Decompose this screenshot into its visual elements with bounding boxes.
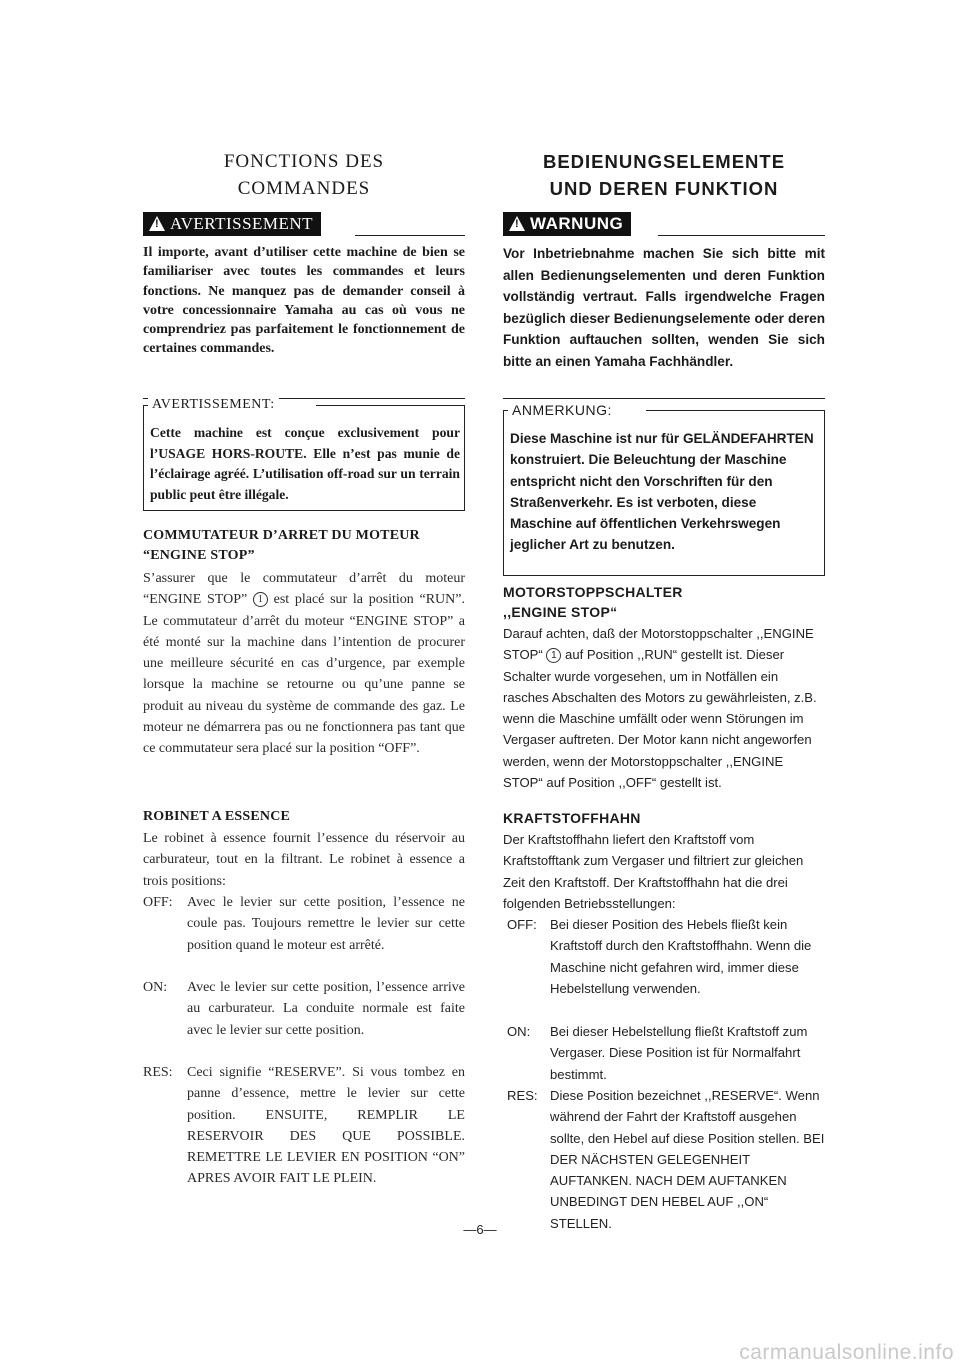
note-label-fr: AVERTISSEMENT: — [148, 396, 279, 414]
engine-stop-heading-fr: COMMUTATEUR D’ARRET DU MOTEUR “ENGINE STOP” — [143, 528, 420, 563]
note-box-de — [503, 402, 825, 576]
page-number: —6— — [463, 1222, 497, 1237]
note-text-de: Diese Maschine ist nur für GELÄNDEFAHRTEN konstruiert. Die Beleuchtung der Maschine entspricht nicht den Vorschriften für den Straßenverkehr. Es ist verboten, diese Maschine auf öffentlichen Verkehrswegen jeglicher Art zu benutzen. — [510, 431, 814, 553]
warning-header-fr — [143, 212, 465, 238]
engine-stop-text-de: Darauf achten, daß der Motorstoppschalter ,,ENGINE STOP“ 1 auf Position ,,RUN“ gestellt ist. Dieser Schalter wurde vorgesehen, um in Notfällen ein rasches Abschalten des Motors zu gewährleisten, z.B. wenn die Maschine umfällt oder wenn Störungen im Vergaser auftreten. Der Motor kann nicht angeworfen werden, wenn der Motorstoppschalter ,,ENGINE STOP“ auf Position ,,OFF“ gestellt ist. — [503, 626, 817, 791]
warning-badge-fr: !AVERTISSEMENT — [143, 212, 321, 236]
fuel-heading-fr: ROBINET A ESSENCE — [143, 809, 291, 824]
warning-triangle-icon — [509, 216, 525, 231]
note-box-fr — [143, 397, 465, 511]
warning-end-rule — [503, 398, 825, 399]
warning-text-de: Vor Inbetriebnahme machen Sie sich bitte mit allen Bedienungselementen und deren Funktion vollständig vertraut. Falls irgendwelche Fragen bezüglich dieser Bedienungselemente oder deren Funktion auftauchen sollten, wenden Sie sich bitte an einen Yamaha Fachhändler. — [503, 246, 825, 369]
callout-1-icon: 1 — [546, 648, 561, 663]
fuel-heading-de: KRAFTSTOFFHAHN — [503, 810, 641, 826]
callout-1-icon: 1 — [253, 592, 268, 607]
section-title-fr: FONCTIONS DES COMMANDES — [223, 151, 385, 199]
warning-badge-rule — [658, 235, 825, 236]
note-label-de: ANMERKUNG: — [508, 401, 616, 419]
engine-stop-heading-de: MOTORSTOPPSCHALTER ,,ENGINE STOP“ — [503, 584, 683, 620]
warning-header-de — [503, 212, 825, 238]
warning-badge-de: !WARNUNG — [503, 212, 631, 236]
engine-stop-text-fr: S’assurer que le commutateur d’arrêt du moteur “ENGINE STOP” 1 est placé sur la position “RUN”. Le commutateur d’arrêt du moteur “ENGINE STOP” a été monté sur la machine dans l’intention de procurer une meilleure sécurité en cas d’urgence, par exemple lorsque la machine se retourne ou qu’une panne se produit au niveau du système de commande des gaz. Le moteur ne démarrera pas ou ne fonctionnera pas tant que ce commutateur sera placé sur la position “OFF”. — [143, 571, 465, 757]
fuel-text-de: Der Kraftstoffhahn liefert den Kraftstoff vom Kraftstofftank zum Vergaser und filtriert zur gleichen Zeit den Kraftstoff. Der Kraftstoffhahn hat die drei folgenden Betriebsstellungen: — [503, 832, 804, 911]
note-text-fr: Cette machine est conçue exclusivement pour l’USAGE HORS-ROUTE. Elle n’est pas munie de l’éclairage agréé. L’utilisation off-road sur un terrain public peut être illégale. — [150, 425, 460, 502]
section-title-de: BEDIENUNGSELEMENTE UND DEREN FUNKTION — [542, 151, 786, 199]
warning-text-fr: Il importe, avant d’utiliser cette machine de bien se familiariser avec toutes les commandes et leurs fonctions. Ne manquez pas de demander conseil à votre concessionnaire Yamaha au cas où vous ne comprendriez pas parfaitement le fonctionnement de certaines commandes. — [143, 245, 465, 357]
warning-triangle-icon — [149, 216, 165, 231]
warning-badge-rule — [355, 235, 465, 236]
watermark: carmanualsonline.info — [739, 1341, 954, 1364]
fuel-text-fr: Le robinet à essence fournit l’essence du réservoir au carburateur, tout en la filtrant. Le robinet à essence a trois positions: — [143, 831, 465, 889]
